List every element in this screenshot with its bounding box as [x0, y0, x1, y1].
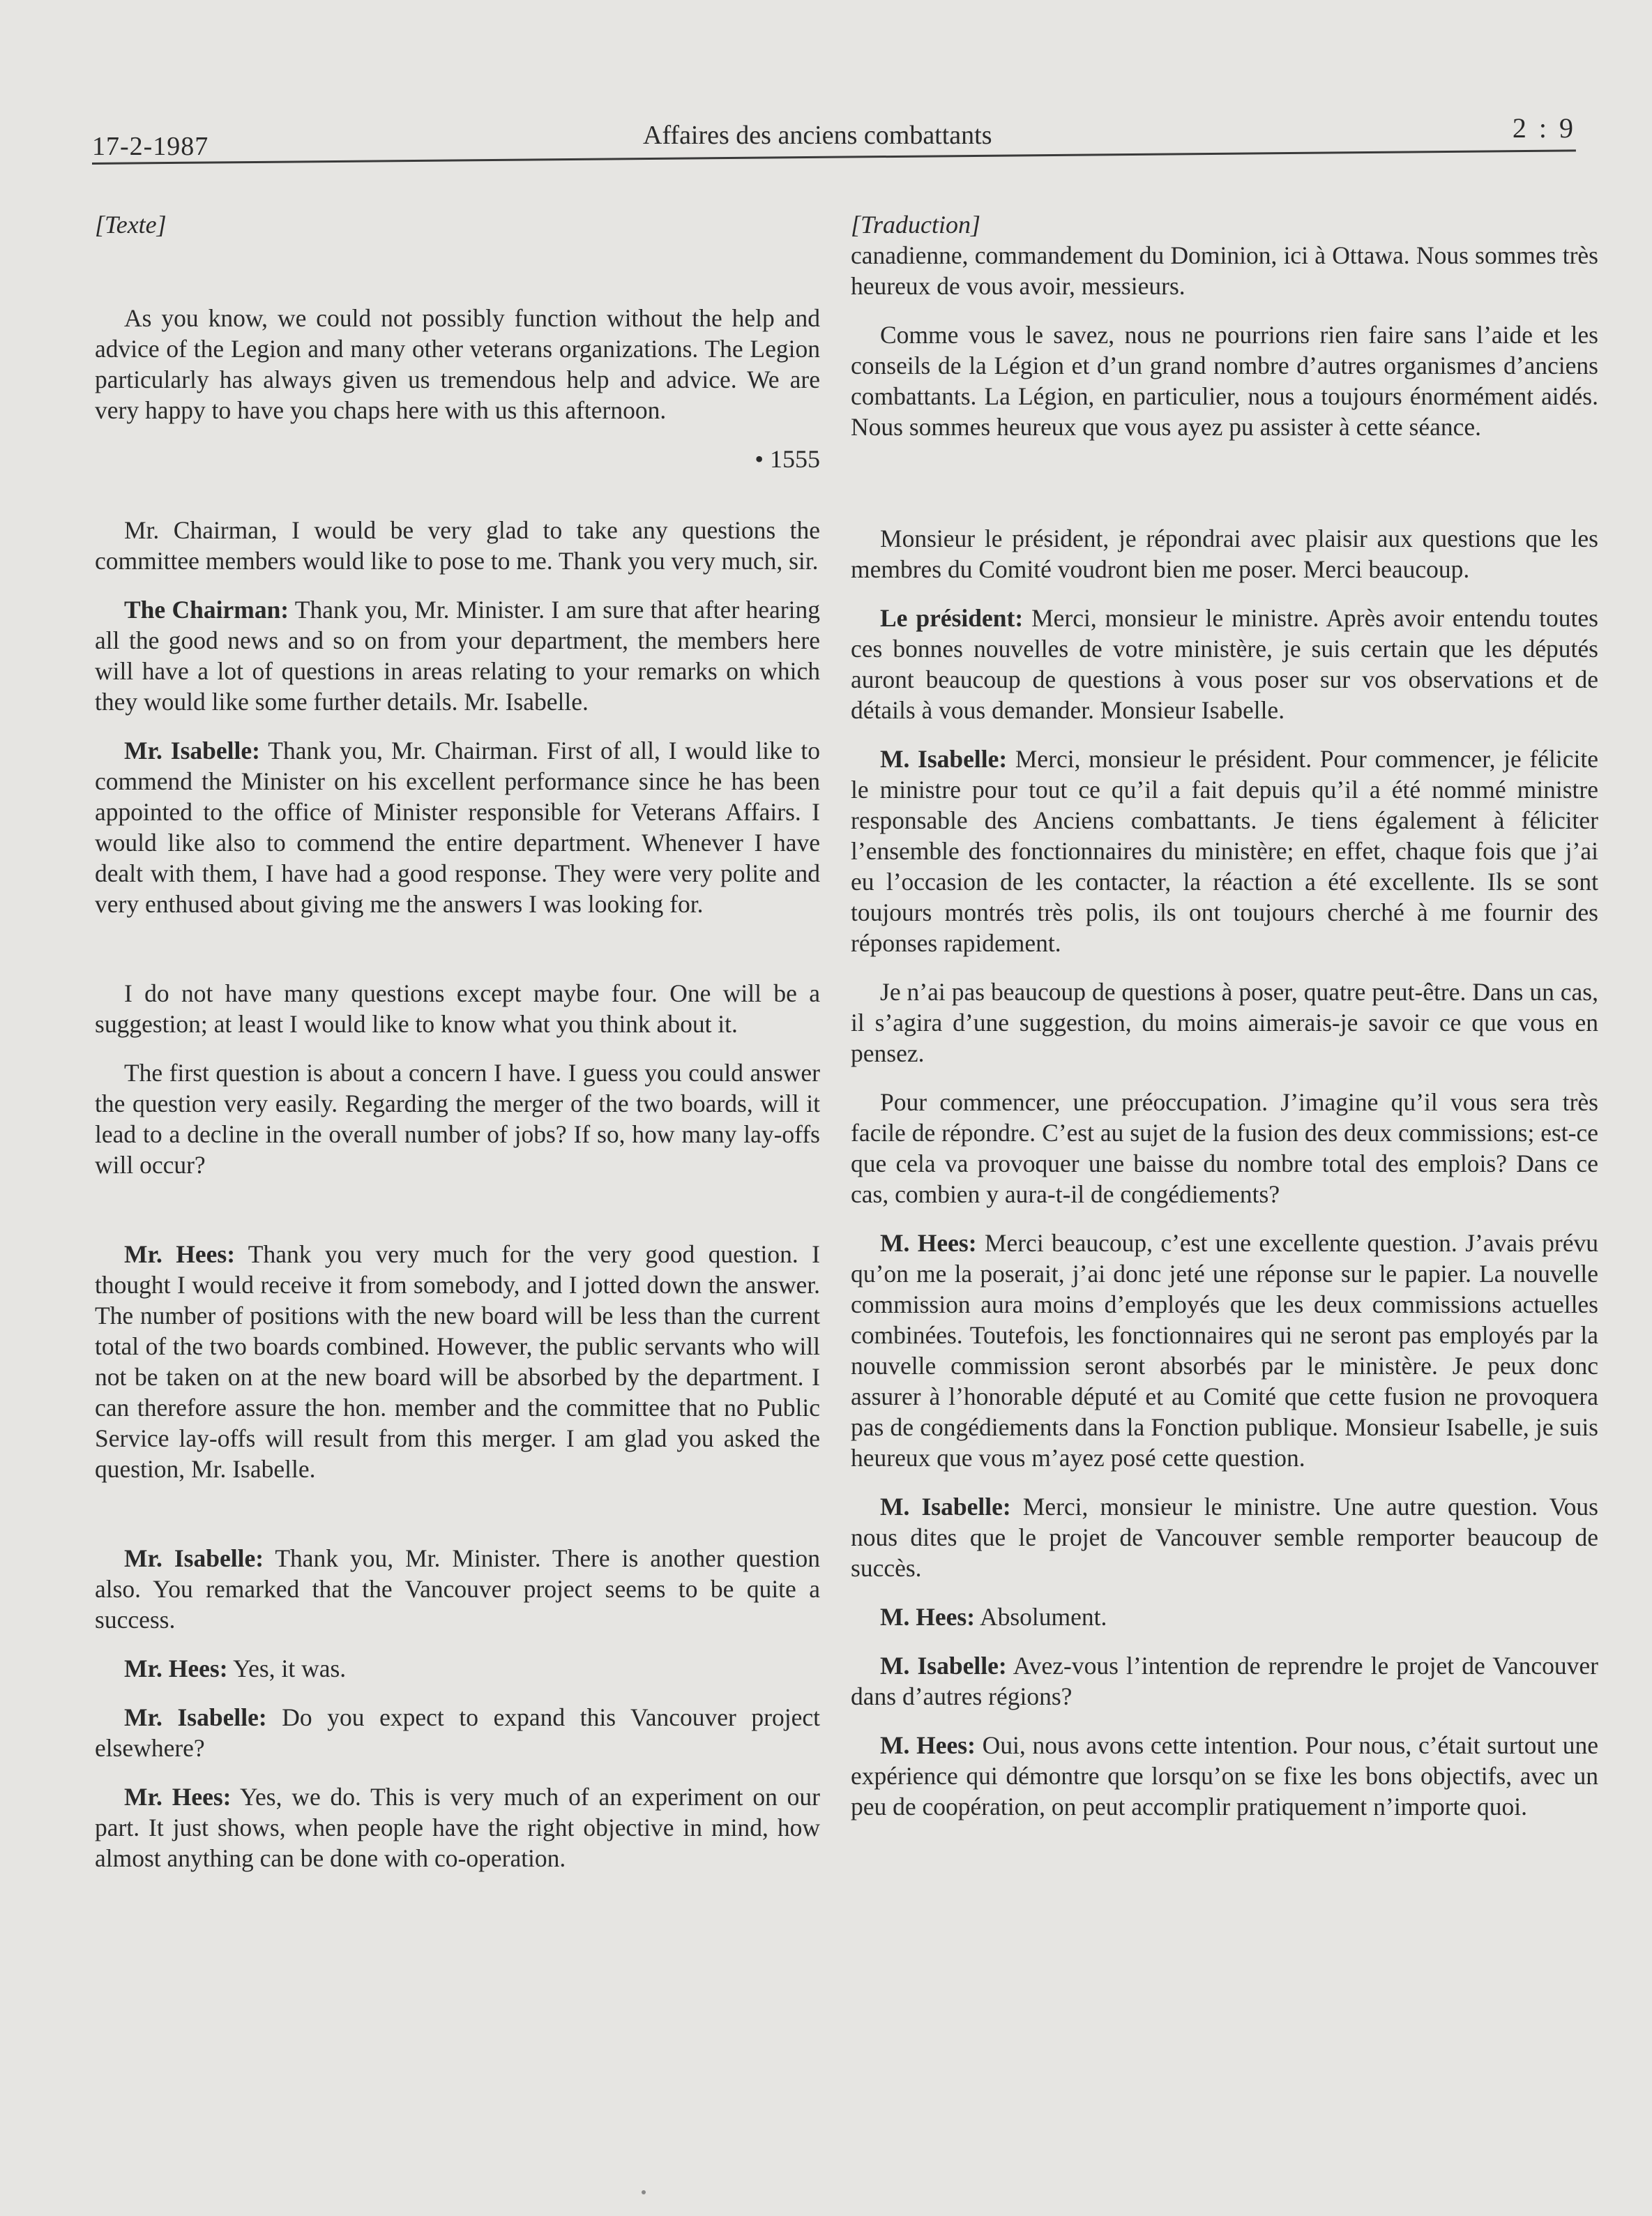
speaker-name: The Chairman: [124, 596, 289, 624]
english-column [95, 209, 820, 1892]
paragraph-en-10: Mr. Isabelle: Do you expect to expand this Vancouver project elsewhere? [95, 1703, 820, 1762]
paragraph-fr-10: M. Isabelle: Avez-vous l’intention de reprendre le projet de Vancouver dans d’autres régions? [851, 1652, 1598, 1710]
scan-speck [642, 2190, 646, 2194]
paragraph-fr-3: Le président: Merci, monsieur le ministre. Après avoir entendu toutes ces bonnes nouvelles de votre ministère, je suis certain que les députés auront beaucoup de questions à vous poser sur vos observations et de détails à vous demander. Monsieur Isabelle. [851, 604, 1598, 724]
paragraph-fr-11: M. Hees: Oui, nous avons cette intention. Pour nous, c’était surtout une expérience qui démontre que lorsqu’on se fixe les bons objectifs, avec un peu de coopération, on peut accomplir pratiquement n’importe quoi. [851, 1731, 1598, 1821]
speaker-name: M. Isabelle: [880, 1652, 1007, 1680]
speaker-name: Le président: [880, 604, 1024, 632]
speaker-name: M. Hees: [880, 1603, 976, 1631]
paragraph-en-9: Mr. Hees: Yes, it was. [124, 1655, 347, 1682]
paragraph-en-3: The Chairman: Thank you, Mr. Minister. I am sure that after hearing all the good news and so on from your department, the members here will have a lot of questions in areas relating to your remarks on which they would like some further details. Mr. Isabelle. [95, 596, 820, 716]
paragraph-en-8: Mr. Isabelle: Thank you, Mr. Minister. There is another question also. You remarked that the Vancouver project seems to be quite a success. [95, 1544, 820, 1634]
speaker-name: M. Isabelle: [880, 745, 1008, 773]
speaker-name: Mr. Hees: [124, 1783, 232, 1811]
paragraph-en-5: I do not have many questions except maybe four. One will be a suggestion; at least I would like to know what you think about it. [95, 979, 820, 1038]
speaker-name: M. Isabelle: [880, 1493, 1011, 1521]
paragraph-fr-2: Monsieur le président, je répondrai avec plaisir aux questions que les membres du Comité voudront bien me poser. Merci beaucoup. [851, 525, 1598, 583]
paragraph-en-4: Mr. Isabelle: Thank you, Mr. Chairman. First of all, I would like to commend the Minister on his excellent performance since he has been appointed to the office of Minister responsible for Veterans Affairs. I would like also to commend the entire department. Whenever I have dealt with them, I have had a good response. They were very polite and very enthused about giving me the answers I was looking for. [95, 737, 820, 918]
paragraph-fr-8: M. Isabelle: Merci, monsieur le ministre. Une autre question. Vous nous dites que le projet de Vancouver semble remporter beaucoup de succès. [851, 1493, 1598, 1582]
paragraph-fr-1: Comme vous le savez, nous ne pourrions rien faire sans l’aide et les conseils de la Légion et d’un grand nombre d’autres organismes d’anciens combattants. La Légion, en particulier, nous a toujours énormément aidés. Nous sommes heureux que vous ayez pu assister à cette séance. [851, 321, 1598, 441]
header-title: Affaires des anciens combattants [643, 121, 992, 150]
paragraph-fr-6: Pour commencer, une préoccupation. J’imagine qu’il vous sera très facile de répondre. C’est au sujet de la fusion des deux commissions; est-ce que cela va provoquer une baisse du nombre total des emplois? Dans ce cas, combien y aura-t-il de congédiements? [851, 1088, 1598, 1208]
paragraph-fr-4: M. Isabelle: Merci, monsieur le président. Pour commencer, je félicite le ministre pour tout ce qu’il a fait depuis qu’il a été nommé ministre responsable des Anciens combattants. Je tiens également à féliciter l’ensemble des fonctionnaires du ministère; en effet, chaque fois que j’ai eu l’occasion de les contacter, la réaction a été excellente. Ils se sont toujours montrés très polis, ils ont toujours cherché à me fournir des réponses rapidement. [851, 745, 1598, 957]
speaker-name: Mr. Isabelle: [124, 737, 260, 764]
header-date: 17-2-1987 [92, 132, 209, 161]
paragraph-fr-5: Je n’ai pas beaucoup de questions à poser, quatre peut-être. Dans un cas, il s’agira d’une suggestion, du moins aimerais-je savoir ce que vous en pensez. [851, 978, 1598, 1067]
paragraph-en-1: As you know, we could not possibly function without the help and advice of the Legion and many other veterans organizations. The Legion particularly has always given us tremendous help and advice. We are very happy to have you chaps here with us this afternoon. [95, 304, 820, 424]
speaker-name: Mr. Hees: [124, 1240, 236, 1268]
speaker-name: Mr. Isabelle: [124, 1544, 264, 1572]
paragraph-fr-0: canadienne, commandement du Dominion, ici à Ottawa. Nous sommes très heureux de vous avoir, messieurs. [851, 241, 1598, 300]
paragraph-en-11: Mr. Hees: Yes, we do. This is very much of an experiment on our part. It just shows, when people have the right objective in mind, how almost anything can be done with co-operation. [95, 1783, 820, 1872]
speaker-name: M. Hees: [880, 1731, 976, 1759]
column-label-texte: [Texte] [95, 211, 167, 239]
paragraph-en-6: The first question is about a concern I have. I guess you could answer the question very easily. Regarding the merger of the two boards, will it lead to a decline in the overall number of jobs? If so, how many lay-offs will occur? [95, 1059, 820, 1179]
speaker-name: M. Hees: [880, 1229, 977, 1257]
paragraph-fr-9: M. Hees: Absolument. [880, 1603, 1107, 1631]
column-label-traduction: [Traduction] [851, 211, 981, 239]
paragraph-en-2: Mr. Chairman, I would be very glad to take any questions the committee members would like to pose to me. Thank you very much, sir. [95, 516, 820, 575]
paragraph-en-7: Mr. Hees: Thank you very much for the very good question. I thought I would receive it from somebody, and I jotted down the answer. The number of positions with the new board will be less than the current total of the two boards combined. However, the public servants who will not be taken on at the new board will be absorbed by the department. I can therefore assure the hon. member and the committee that no Public Service lay-offs will result from this merger. I am glad you asked the question, Mr. Isabelle. [95, 1240, 820, 1483]
time-marker: • 1555 [755, 445, 820, 473]
french-column [851, 209, 1598, 1840]
paragraph-fr-7: M. Hees: Merci beaucoup, c’est une excellente question. J’avais prévu qu’on me la poserait, j’ai donc jeté une réponse sur le papier. La nouvelle commission aura moins d’employés que les deux commissions actuelles combinées. Toutefois, les fonctionnaires qui ne seront pas employés par la nouvelle commission seront absorbés par le ministère. Je peux donc assurer à l’honorable député et au Comité que cette fusion ne provoquera pas de congédiements dans la Fonction publique. Monsieur Isabelle, je suis heureux que vous m’ayez posé cette question. [851, 1229, 1598, 1472]
speaker-name: Mr. Hees: [124, 1655, 228, 1682]
speaker-name: Mr. Isabelle: [124, 1703, 267, 1731]
page-number: 2 : 9 [1512, 112, 1576, 144]
